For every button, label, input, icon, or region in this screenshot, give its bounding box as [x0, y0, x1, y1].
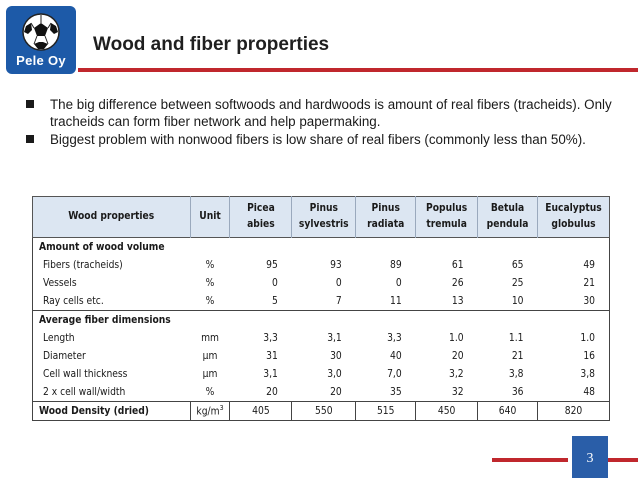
cell: 65 — [511, 259, 524, 271]
table-row — [33, 383, 610, 402]
cell: 3,3 — [263, 332, 278, 344]
cell: 550 — [292, 402, 356, 421]
header-species: Pinus radiata — [356, 197, 416, 238]
cell: 21 — [511, 350, 524, 362]
cell: 93 — [330, 259, 342, 271]
bullet-item — [26, 131, 626, 148]
header-species: Pinus sylvestris — [292, 197, 356, 238]
row-unit: % — [205, 295, 215, 307]
cell: 405 — [230, 402, 292, 421]
cell: 32 — [451, 386, 464, 398]
row-label: Fibers (tracheids) — [43, 259, 123, 271]
table-row — [33, 292, 610, 311]
cell: 640 — [478, 402, 538, 421]
row-unit: μm — [202, 368, 218, 380]
section-density — [33, 402, 610, 421]
cell: 31 — [266, 350, 278, 362]
cell: 3,8 — [508, 368, 524, 380]
bullet-list — [26, 96, 626, 149]
bullet-square-icon — [26, 135, 34, 143]
cell: 3,3 — [387, 332, 402, 344]
table-header — [33, 197, 610, 238]
cell: 0 — [271, 277, 278, 289]
section-title: Amount of wood volume — [39, 241, 165, 253]
cell: 1.1 — [508, 332, 524, 344]
cell: 10 — [511, 295, 524, 307]
cell: 30 — [330, 350, 342, 362]
table-row — [33, 329, 610, 347]
cell: 3,8 — [580, 368, 595, 380]
slide-title: Wood and fiber properties — [93, 34, 330, 55]
cell: 89 — [390, 259, 402, 271]
company-logo — [6, 6, 76, 74]
row-label: Diameter — [43, 350, 86, 362]
cell: 3,2 — [449, 368, 464, 380]
cell: 0 — [335, 277, 342, 289]
row-label: Cell wall thickness — [43, 368, 128, 380]
row-label: 2 x cell wall/width — [43, 386, 126, 398]
table-row — [33, 402, 610, 421]
row-label: Wood Density (dried) — [33, 402, 191, 421]
section-fiber-dimensions — [33, 311, 610, 402]
table-row — [33, 256, 610, 274]
title-divider — [78, 68, 638, 72]
table-row — [33, 274, 610, 292]
cell: 515 — [356, 402, 416, 421]
page-number: 3 — [572, 436, 608, 478]
section-title: Average fiber dimensions — [39, 314, 171, 326]
cell: 20 — [330, 386, 342, 398]
cell: 3,1 — [327, 332, 342, 344]
cell: 0 — [395, 277, 402, 289]
cell: 48 — [583, 386, 595, 398]
header-species: Betula pendula — [478, 197, 538, 238]
cell: 3,0 — [327, 368, 342, 380]
table-row — [33, 347, 610, 365]
header-unit: Unit — [190, 197, 230, 238]
row-unit: mm — [201, 332, 219, 344]
cell: 1.0 — [449, 332, 464, 344]
row-label: Length — [43, 332, 75, 344]
table-row — [33, 365, 610, 383]
cell: 11 — [390, 295, 402, 307]
cell: 20 — [451, 350, 464, 362]
cell: 820 — [538, 402, 610, 421]
bullet-text: The big difference between softwoods and hardwoods is amount of real fibers (tracheids). Only tracheids can form fiber network and help papermaking. — [50, 97, 612, 129]
cell: 3,1 — [263, 368, 278, 380]
wood-properties-table — [32, 196, 610, 421]
cell: 13 — [451, 295, 464, 307]
row-unit: % — [205, 386, 215, 398]
row-unit: $kg/m^3$ — [190, 402, 230, 421]
section-wood-volume — [33, 238, 610, 311]
cell: 49 — [583, 259, 595, 271]
cell: 1.0 — [580, 332, 595, 344]
cell: 7 — [335, 295, 342, 307]
cell: 30 — [583, 295, 595, 307]
footer-divider — [492, 458, 568, 462]
row-unit: μm — [202, 350, 218, 362]
bullet-text: Biggest problem with nonwood fibers is low share of real fibers (commonly less than 50%). — [50, 132, 586, 147]
cell: 5 — [271, 295, 278, 307]
cell: 40 — [390, 350, 402, 362]
cell: 20 — [266, 386, 278, 398]
cell: 21 — [583, 277, 595, 289]
logo-text: Pele Oy — [16, 53, 66, 68]
cell: 25 — [511, 277, 524, 289]
footer-divider — [608, 458, 638, 462]
header-species: Picea abies — [230, 197, 292, 238]
cell: 36 — [511, 386, 524, 398]
cell: 7,0 — [387, 368, 402, 380]
row-unit: % — [205, 259, 215, 271]
cell: 450 — [416, 402, 478, 421]
bullet-square-icon — [26, 100, 34, 108]
row-label: Vessels — [43, 277, 77, 289]
header-species: Eucalyptus globulus — [538, 197, 610, 238]
cell: 95 — [266, 259, 278, 271]
header-property: Wood properties — [33, 197, 191, 238]
header-species: Populus tremula — [416, 197, 478, 238]
cell: 26 — [451, 277, 464, 289]
cell: 35 — [390, 386, 402, 398]
cell: 61 — [451, 259, 464, 271]
row-label: Ray cells etc. — [43, 295, 104, 307]
bullet-item — [26, 96, 626, 130]
row-unit: % — [205, 277, 215, 289]
cell: 16 — [583, 350, 595, 362]
